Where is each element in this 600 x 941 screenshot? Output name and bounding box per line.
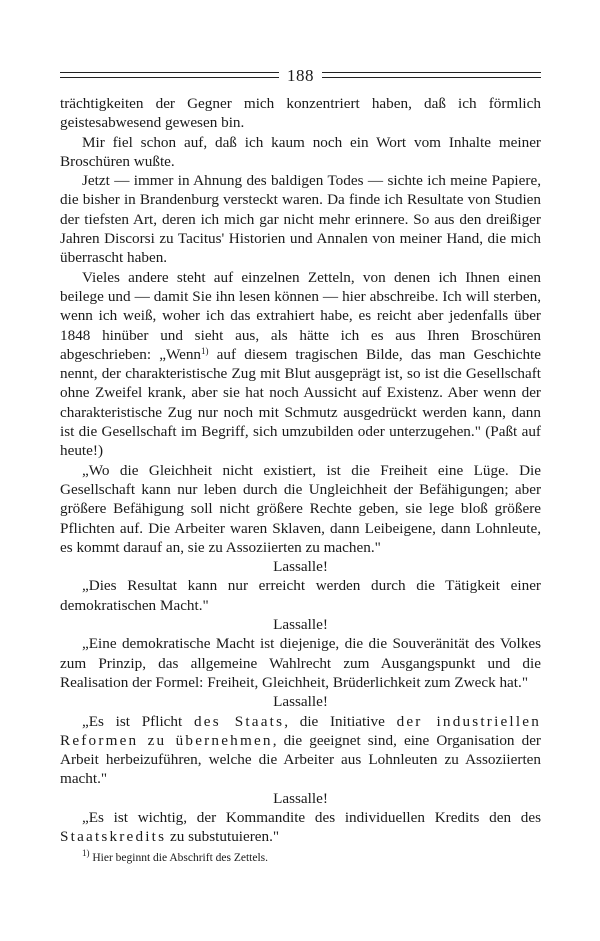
signature-lassalle: Lassalle! <box>273 789 328 807</box>
paragraph-text: Vieles andere steht auf einzelnen Zetteln, von denen ich Ihnen einen beilege und — damit Sie ihn lesen können — hier abschreibe. Ich will sterben, wenn ich weiß, woher ich das extrahiert habe, es reicht aber jedenfalls über 1848 hinüber und sieht aus, als hätte ich es aus Ihren Broschüren abgeschrieben: „Wenn <box>60 268 541 363</box>
body-text <box>60 94 541 847</box>
quote-paragraph: „Dies Resultat kann nur erreicht werden durch die Tätigkeit einer demokratischen Macht." <box>60 577 541 614</box>
document-page <box>60 62 541 865</box>
header-rule-right <box>322 72 541 78</box>
footnote <box>60 847 541 865</box>
paragraph <box>60 268 541 461</box>
header-rule-left <box>60 72 279 78</box>
quote-text: „Es ist Pflicht <box>82 712 194 730</box>
quote-paragraph <box>60 808 541 847</box>
signature-lassalle: Lassalle! <box>273 558 328 576</box>
quote-text: , die Initiative <box>284 712 397 730</box>
footnote-mark: 1) <box>82 847 90 858</box>
page-header <box>60 62 541 88</box>
quote-text: zu substutuieren." <box>166 828 280 846</box>
signature-lassalle: Lassalle! <box>273 616 328 634</box>
signature-lassalle: Lassalle! <box>273 693 328 711</box>
quote-paragraph: „Eine demokratische Macht ist diejenige, die die Souveränität des Volkes zum Prinzip, das allgemeine Wahlrecht zum Ausgangspunkt und die Realisation der Formel: Freiheit, Gleichheit, Brüderlichkeit zum Zweck hat." <box>60 635 541 691</box>
footnote-text: Hier beginnt die Abschrift des Zettels. <box>92 851 269 864</box>
quote-paragraph: „Wo die Gleichheit nicht existiert, ist die Freiheit eine Lüge. Die Gesellschaft kann nur leben durch die Ungleichheit der Befähigungen; aber größere Befähigung soll nicht größere Rechte geben, sie lege bloß größere Pflichten auf. Die Arbeiter waren Sklaven, dann Leibeigene, dann Lohnleute, es kommt darauf an, sie zu Assoziierten zu machen." <box>60 461 541 556</box>
paragraph: Mir fiel schon auf, daß ich kaum noch ein Wort vom Inhalte meiner Broschüren wußte. <box>60 133 541 170</box>
quote-paragraph <box>60 712 541 789</box>
paragraph: Jetzt — immer in Ahnung des baldigen Todes — sichte ich meine Papiere, die bisher in Brandenburg versteckt waren. Da finde ich Resultate von Studien der tiefsten Art, deren ich mich gar nicht mehr erinnere. So aus den dreißiger Jahren Discorsi zu Tacitus' Historien und Annalen von meiner Hand, die mich überrascht haben. <box>60 172 541 267</box>
quote-text: „Es ist wichtig, der Kommandite des individuellen Kredits den des <box>82 808 541 826</box>
quote-text: , die geeignet sind, eine Organisation der Arbeit herbeizuführen, welche die Arbeiter aus Lohnleuten zu Assoziierten macht." <box>60 731 541 788</box>
paragraph: trächtigkeiten der Gegner mich konzentriert haben, daß ich förmlich geistesabwesend gewesen bin. <box>60 95 541 132</box>
emphasized-text: des Staats <box>193 712 285 730</box>
footnote-reference: 1) <box>201 345 209 356</box>
page-number: 188 <box>287 65 314 85</box>
paragraph-text: auf diesem tragischen Bilde, das man Geschichte nennt, der charakteristische Zug mit Blut ausgeprägt ist, so ist die Gesellschaft ohne Zweifel krank, aber sie hat noch Aussicht auf Existenz. Aber wenn der charakteristische Zug nur noch mit Schmutz ausgedrückt werden kann, dann ist die Gesellschaft im Begriff, sich umzubilden oder unterzugehen." (Paßt auf heute!) <box>60 345 541 460</box>
emphasized-text: Staatskredits <box>60 828 167 846</box>
emphasized-text: der industriellen Reformen zu übernehmen <box>60 712 542 749</box>
